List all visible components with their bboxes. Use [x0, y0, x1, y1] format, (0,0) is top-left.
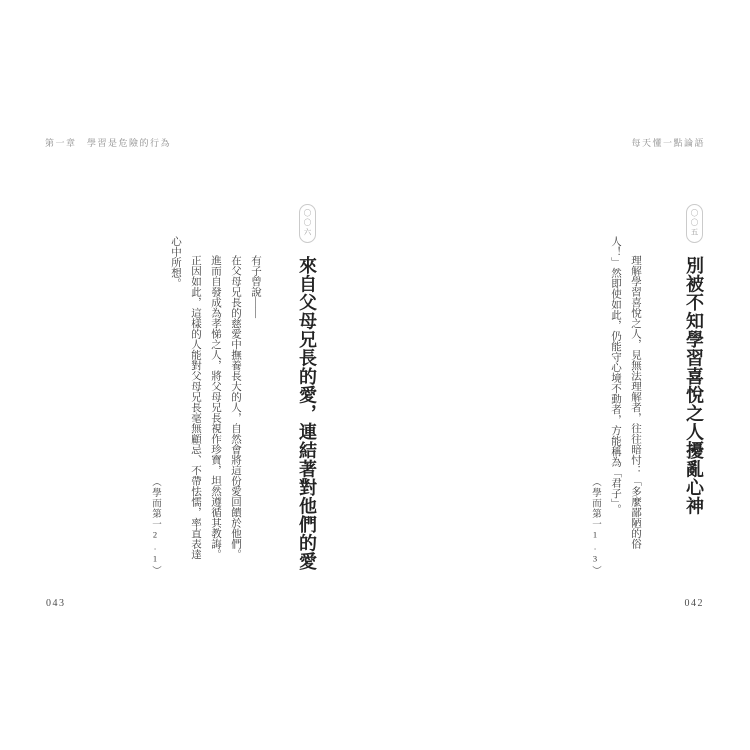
body-text-left [145, 236, 265, 576]
page-number-left: 043 [46, 598, 66, 609]
body-paragraph: 在父母兄長的慈愛中撫養長大的人，自然會將這份愛回饋於他們。 [230, 255, 241, 560]
citation-suffix: ） [590, 565, 600, 576]
section-title: 別被不知學習喜悅之人擾亂心神 [684, 256, 704, 515]
section-title-block-right [683, 204, 706, 515]
citation [145, 236, 165, 576]
citation-prefix: （學而第一 [150, 477, 160, 530]
running-header-chapter: 第一章 學習是危險的行為 [45, 138, 172, 148]
section-number-badge: 〇〇六 [299, 204, 316, 243]
citation-number: 1.3 [590, 529, 600, 566]
citation-number: 2.1 [150, 529, 160, 566]
citation [585, 236, 605, 576]
body-paragraph: 進而自發成為孝悌之人，將父母兄長視作珍寶，坦然遵循其教誨。 [210, 255, 221, 560]
body-paragraph: 理解學習喜悅之人，見無法理解者，往往暗忖：「多麼鄙陋的俗人！」然即使如此，仍能守心境不動者，方能稱為「君子」。 [610, 236, 641, 549]
citation-suffix: ） [150, 565, 160, 576]
section-number-badge: 〇〇五 [686, 204, 703, 243]
section-title-block-left [296, 204, 319, 571]
body-paragraph: 正因如此，這樣的人能對父母兄長毫無顧忌、不帶怯懦，率直表達心中所想。 [170, 236, 201, 560]
running-header-book-title: 每天懂一點論語 [631, 138, 705, 148]
section-title: 來自父母兄長的愛，連結著對他們的愛 [297, 256, 317, 571]
page-number-right: 042 [684, 598, 704, 609]
body-text-right [585, 236, 645, 576]
citation-prefix: （學而第一 [590, 477, 600, 530]
body-paragraph: 有子曾說—— [250, 255, 261, 318]
